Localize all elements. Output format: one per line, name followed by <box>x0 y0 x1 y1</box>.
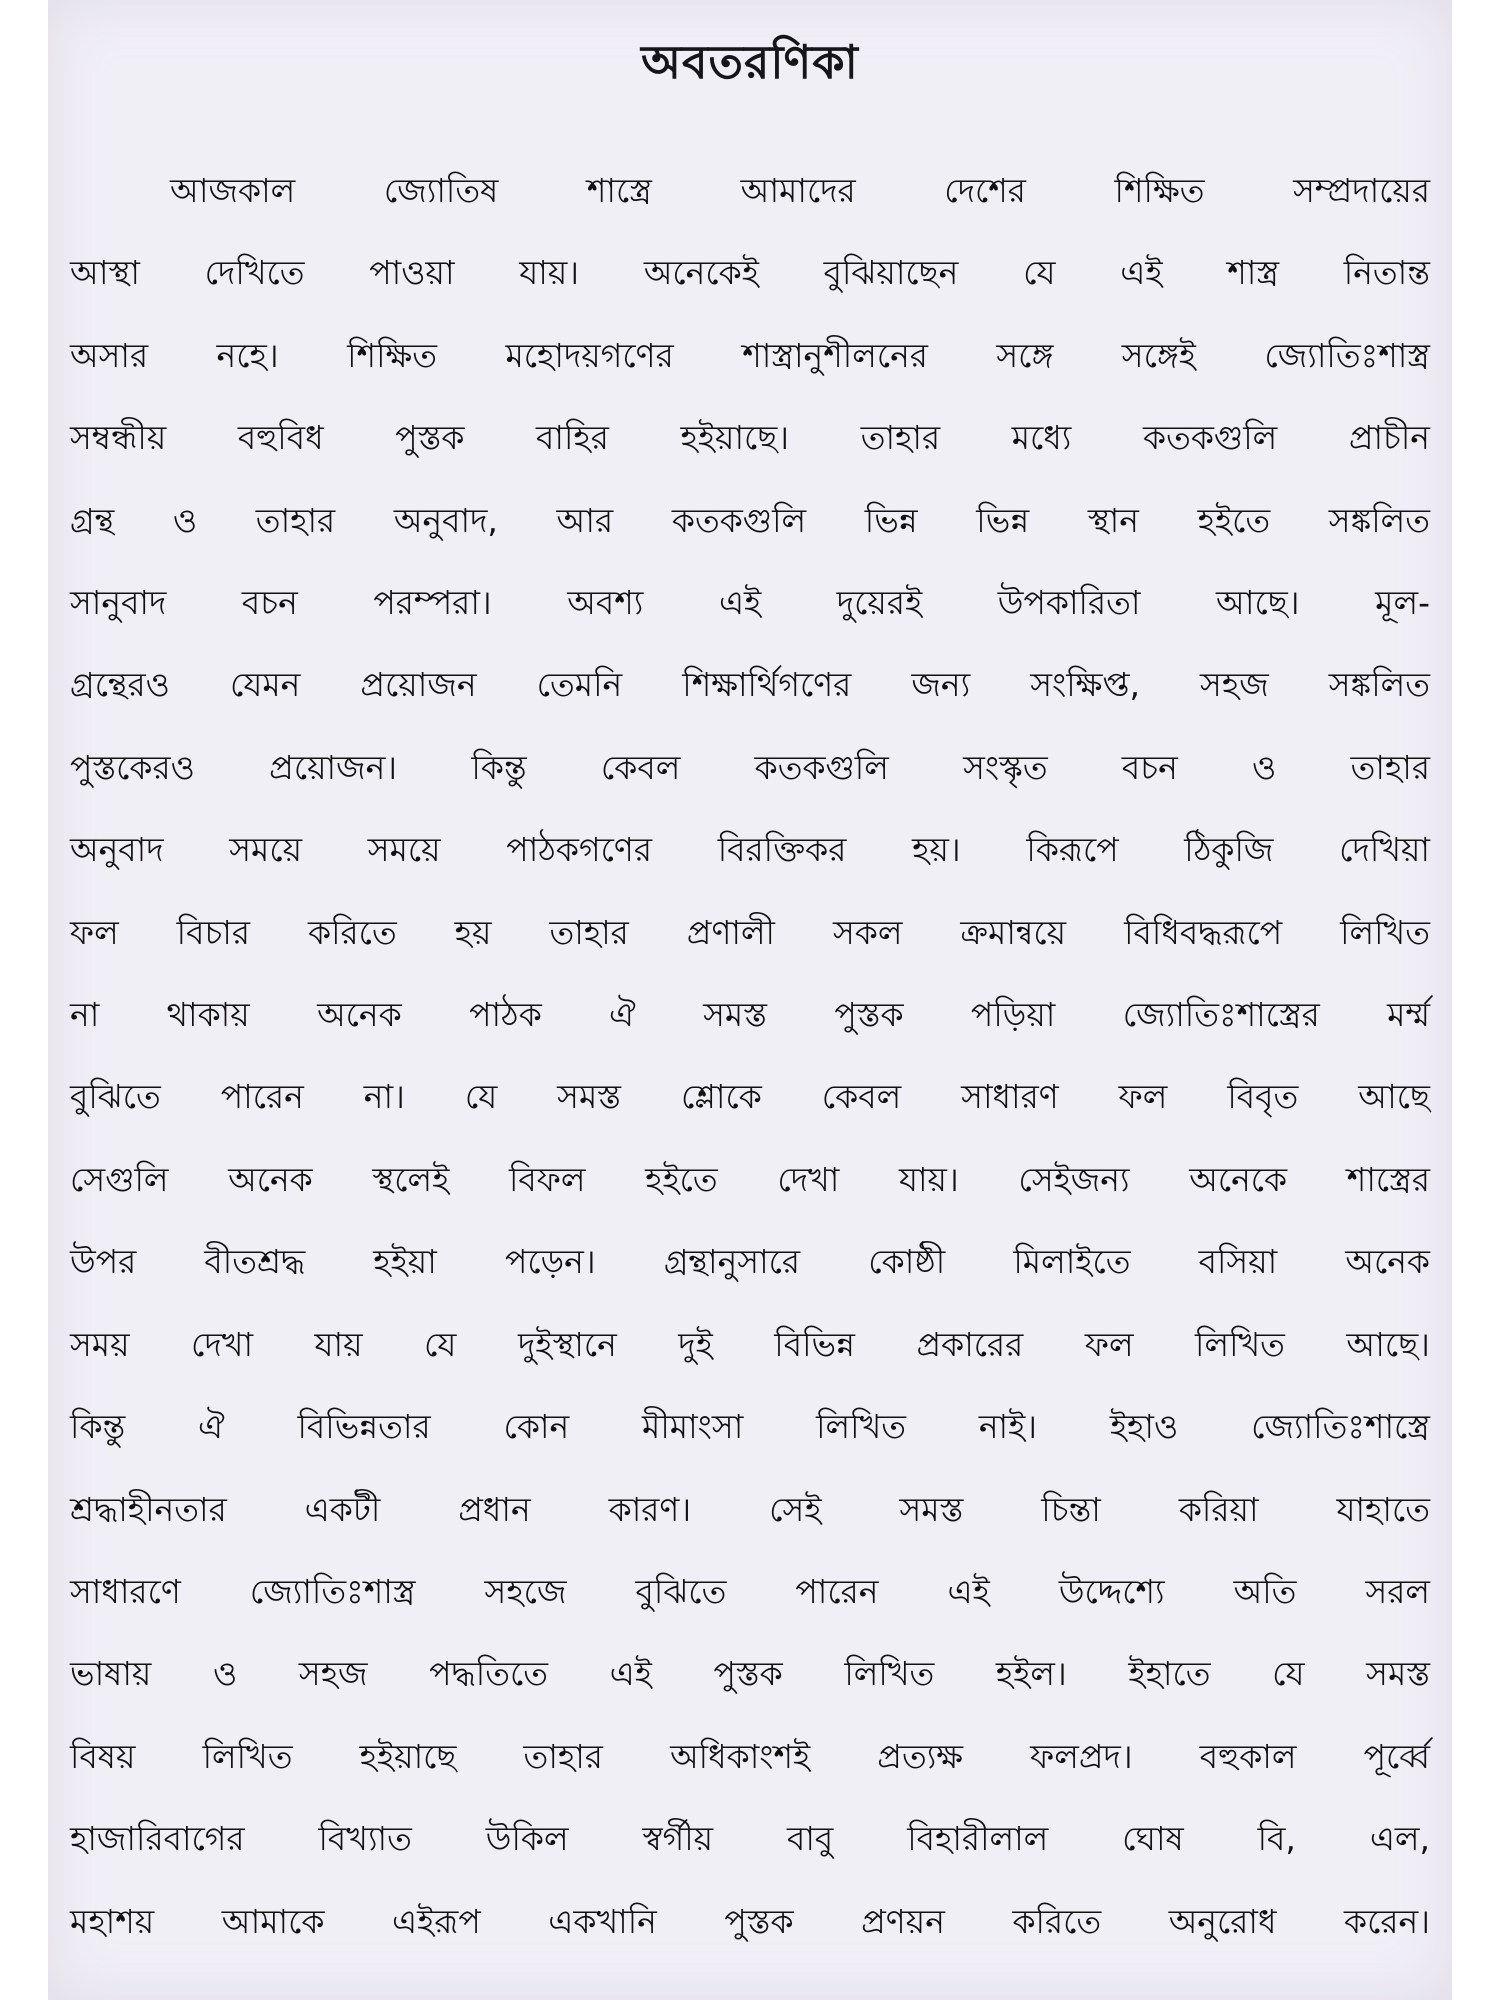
text-line: উপর বীতশ্রদ্ধ হইয়া পড়েন। গ্রন্থানুসারে কোষ্ঠী মিলাইতে বসিয়া অনেক <box>70 1242 1430 1282</box>
text-line: মহাশয় আমাকে এইরূপ একখানি পুস্তক প্রণয়ন করিতে অনুরোধ করেন। <box>70 1901 1430 1941</box>
text-line: অনুবাদ সময়ে সময়ে পাঠকগণের বিরক্তিকর হয়। কিরূপে ঠিকুজি দেখিয়া <box>70 830 1430 870</box>
text-line: আজকাল জ্যোতিষ শাস্ত্রে আমাদের দেশের শিক্ষিত সম্প্রদায়ের <box>170 171 1430 210</box>
text-line: না থাকায় অনেক পাঠক ঐ সমস্ত পুস্তক পড়িয়া জ্যোতিঃশাস্ত্রের মর্ম্ম <box>70 995 1430 1035</box>
text-line: হাজারিবাগের বিখ্যাত উকিল স্বর্গীয় বাবু বিহারীলাল ঘোষ বি, এল, <box>70 1819 1430 1859</box>
text-line: সেগুলি অনেক স্থলেই বিফল হইতে দেখা যায়। সেইজন্য অনেকে শাস্ত্রের <box>70 1159 1430 1199</box>
text-line: সানুবাদ বচন পরম্পরা। অবশ্য এই দুয়েরই উপকারিতা আছে। মূল- <box>70 583 1430 623</box>
text-line: গ্রন্থেরও যেমন প্রয়োজন তেমনি শিক্ষার্থিগণের জন্য সংক্ষিপ্ত, সহজ সঙ্কলিত <box>70 665 1430 705</box>
text-line: সাধারণে জ্যোতিঃশাস্ত্র সহজে বুঝিতে পারেন এই উদ্দেশ্যে অতি সরল <box>70 1571 1430 1611</box>
text-line: সম্বন্ধীয় বহুবিধ পুস্তক বাহির হইয়াছে। তাহার মধ্যে কতকগুলি প্রাচীন <box>70 418 1430 458</box>
text-line: বুঝিতে পারেন না। যে সমস্ত শ্লোকে কেবল সাধারণ ফল বিবৃত আছে <box>70 1077 1430 1117</box>
text-line: আস্থা দেখিতে পাওয়া যায়। অনেকেই বুঝিয়াছেন যে এই শাস্ত্র নিতান্ত <box>70 253 1430 293</box>
text-line: শ্রদ্ধাহীনতার একটী প্রধান কারণ। সেই সমস্ত চিন্তা করিয়া যাহাতে <box>70 1489 1430 1529</box>
text-line: কিন্তু ঐ বিভিন্নতার কোন মীমাংসা লিখিত নাই। ইহাও জ্যোতিঃশাস্ত্রে <box>70 1407 1430 1447</box>
text-line: সময় দেখা যায় যে দুইস্থানে দুই বিভিন্ন প্রকারের ফল লিখিত আছে। <box>70 1324 1430 1364</box>
text-line: ফল বিচার করিতে হয় তাহার প্রণালী সকল ক্রমান্বয়ে বিধিবদ্ধরূপে লিখিত <box>70 912 1430 952</box>
text-line: পুস্তকেরও প্রয়োজন। কিন্তু কেবল কতকগুলি সংস্কৃত বচন ও তাহার <box>70 747 1430 787</box>
page-title: অবতরণিকা <box>641 35 859 89</box>
text-line: গ্রন্থ ও তাহার অনুবাদ, আর কতকগুলি ভিন্ন ভিন্ন স্থান হইতে সঙ্কলিত <box>70 500 1430 540</box>
text-line: অসার নহে। শিক্ষিত মহোদয়গণের শাস্ত্রানুশীলনের সঙ্গে সঙ্গেই জ্যোতিঃশাস্ত্র <box>70 335 1430 375</box>
book-page <box>48 0 1452 2000</box>
body-paragraph <box>70 150 1430 1963</box>
text-line: বিষয় লিখিত হইয়াছে তাহার অধিকাংশই প্রত্যক্ষ ফলপ্রদ। বহুকাল পূর্ব্বে <box>70 1736 1430 1776</box>
text-line: ভাষায় ও সহজ পদ্ধতিতে এই পুস্তক লিখিত হইল। ইহাতে যে সমস্ত <box>70 1654 1430 1694</box>
